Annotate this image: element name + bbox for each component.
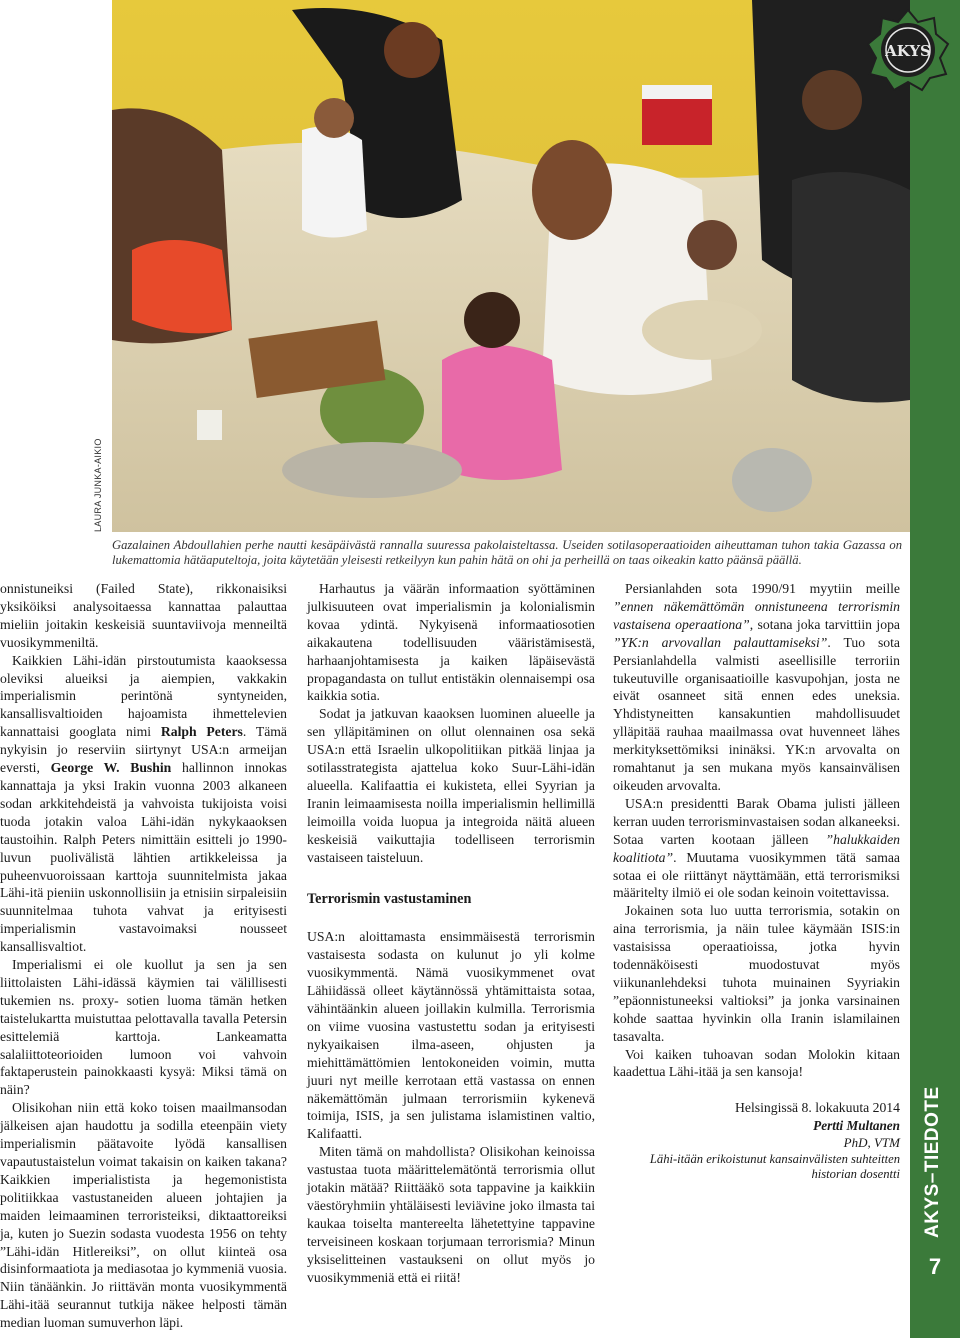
section-heading: Terrorismin vastustaminen [307, 890, 472, 907]
paragraph: Harhautus ja väärän informaation syöttäminen julkisuuteen ovat imperialismin ja kolonialismin kovaa ydintä. Nykyisenä informaatiosotien aikakautena todellisuuden vääristämisestä, harhaanjohtamisesta ja kaiken läpäisevästä propagandasta on tullut entistäkin olennaisempi osa kaikkia sotia. [307, 581, 595, 704]
paragraph: Sodat ja jatkuvan kaaoksen luominen alueelle ja sen ylläpitäminen on ollut olennainen osa sekä USA:n että Israelin ulkopolitiikan pitkää linjaa ja sotilasstrategista ajattelua koko Suur-Lähi-idän alueella. Kalifaattia ei kukisteta, ellei Syyrian ja Iranin leimaamisesta noilla imperialismin hellimillä leimoilla voida luopua ja integroida näitä alueen keskeisiä vaikuttajia todelliseen terrorismin vastaiseen taisteluun. [307, 706, 595, 865]
paragraph: Kaikkien Lähi-idän pirstoutumista kaaoksessa oleviksi alueiksi ja aiempien, vakkakin imperialismin perintönä syntyneiden, kansallisvaltioiden hajoamista ihmettelevien kannattaisi googlata nimi Ralph Peters. Tämä nykyisin jo reserviin siirtynyt USA:n armeijan eversti, George W. Bushin hallinnon innokas kannattaja ja yksi Irakin vuonna 2003 alkaneen sodan arkkitehdeistä ja vahvoista tukijoista voisi tuoda jotakin valoa Lähi-idän nykykaaoksen taustoihin. Ralph Peters nimittäin esitteli jo 1990-luvun puolivälistä lähtien artikkeleissa ja puheenvuoroissaan karttoja suunnitelmista jakaa Lähi-itä pieniin uskonnollisiin ja etnisiin sirpaleisiin suunnitelmaa tuhota vahvat ja erityisesti imperialismin vastavoimaksi nousseet kansallisvaltiot. [0, 652, 287, 955]
akys-logo [866, 8, 950, 92]
logo-emblem-icon [866, 8, 950, 92]
author-description: Lähi-itään erikoistunut kansainvälisten suhteitten historian dosentti [649, 1151, 900, 1182]
text-column-3 [613, 580, 900, 1183]
paragraph: Miten tämä on mahdollista? Olisikohan keinoissa vastustaa tuota määrittelemätöntä terrorismia ollut jotakin mätää? Riittääkö sota tappavine ja kaikkiin väestöryhmiin yhtäläisesti leviävine joko ilmasta tai kaukaa toiselta mantereelta lähetettyine tappavine terveisineen koskaan torjumaan terrorismia? Minun yksiselitteinen vastaukseni on ollut myös jo vuosikymmeniä että ei riitä! [307, 1144, 595, 1285]
paragraph: Olisikohan niin että koko toisen maailmansodan jälkeisen ajan haudottu ja sodilla eteenpäin viety imperialismin päätavoite lyödä kansallisen vapautustaistelun voimat takaisin on kaiken takana? Kaikkien imperialistista ja hegemonistista politiikkaa vastustaneiden alueen johtajien ja maiden leimaaminen terroristeiksi, diktaattoreiksi ja, kuten jo Suezin sodasta vuodesta 1956 on tehty ”Lähi-idän Hitlereiksi”, on ollut kiinteä osa disinformaatiota ja mediasotaa jo kymmeniä vuosia. Niin tänäänkin. Jo riittävän monta vuosikymmentä Lähi-itää seurannut tutkija näkee helposti tämän median luoman sumuverhon läpi. [0, 1100, 287, 1331]
paragraph: Voi kaiken tuhoavan sodan Molokin kitaan kaadettua Lähi-itää ja sen kansoja! [613, 1046, 900, 1080]
article-photo [112, 0, 910, 532]
svg-text:AKYS: AKYS [885, 42, 931, 60]
paragraph: onnistuneiksi (Failed State), rikkonaisiksi yksiköiksi analysoitaessa kannattaa palauttaa mieliin joitakin keskeisiä suuntaviivoja menneiltä vuosikymmeniltä. [0, 581, 287, 650]
banner-title: AKYS–TIEDOTE [922, 1086, 943, 1238]
paragraph: Jokainen sota luo uutta terrorismia, sotakin on aina terrorismia, ja näin tulee käymään ISIS:in vastaisissa operaatioissa, jotka hyvin todennäköisesti muodostuvat myös viikunanlehdeksi tuhota muinainen Syyriakin ”epäonnistuneeksi valtioksi” ja jonka varsinainen kohde saattaa hyvinkin olla Iranin islamilainen tasavalta. [613, 903, 900, 1044]
page-number: 7 [928, 1254, 942, 1279]
text-column-1 [0, 580, 287, 1332]
paragraph: Persianlahden sota 1990/91 myytiin meille ”ennen näkemättömän onnistuneena terrorismin vastaisena operaationa”, sotana joka tarvittiin jopa ”YK:n arvovallan palauttamiseksi”. Tuo sota Persianlahdella valmisti aseellisille terroriin tukeutuville organisaatioille kasvupohjan, josta ne eivät osanneet sitä ennen edes uneksia. Yhdistyneitten kansakuntien mahdollisuudet ylläpitää rauhaa maailmassa ovat huvenneet lähes merkityksettömiksi ininäksi. YK:n arvovalta on romahtanut ja sen mukana myös kansainvälisen oikeuden arvovalta. [613, 581, 901, 793]
signoff-date: Helsingissä 8. lokakuuta 2014 [735, 1100, 900, 1116]
signoff [613, 1099, 900, 1183]
paragraph: USA:n presidentti Barak Obama julisti jälleen kerran uuden terrorisminvastaisen sodan alkaneeksi. Sotaa varten kootaan jälleen ”halukkaiden koalitiota”. Muutama vuosikymmen tätä samaa sotaa ei ole riittänyt näyttämään, että terrorismiksi määritelty ilmiö ei ole sodan keinoin voitettavissa. [613, 795, 900, 901]
author-title: PhD, VTM [843, 1135, 900, 1151]
paragraph: USA:n aloittamasta ensimmäisestä terrorismin vastaisesta sodasta on kulunut jo yli kolme vuosikymmentä. Nämä vuosikymmenet ovat Lähiidässä olleet käytännössä yhtämittaista sotaa, vähintäänkin alueen joillakin kulmilla. Terrorismia on viime vuosina vastustettu sodan ja erityisesti nykyaikaisen ilma-aseen, ohjusten ja miehittämättömien lentokoneiden voimin, mutta juuri nyt meille kerrotaan että vastassa on ennen näkemättömän julmaan terrorismiin kykenevä toimija, ISIS, ja sen julistama islamistinen valtio, Kalifaatti. [307, 929, 595, 1142]
paragraph: Imperialismi ei ole kuollut ja sen ja sen liittolaisten Lähi-idässä käymien tai välillisesti tukemien ns. proxy- sotien luoma tämän hetken taistelukartta muistuttaa pelottavalla tavalla Petersin esittelemiä karttoja. Lankeamatta salaliittoteorioiden lumoon voi vahvoin faktaperustein painokkaasti kysyä: Miksi tämä on näin? [0, 957, 287, 1098]
photo-illustration [112, 0, 910, 532]
photo-caption: Gazalainen Abdoullahien perhe nautti kesäpäivästä rannalla suuressa pakolaisteltassa. Useiden sotilasoperaatioiden aiheuttaman tuhon takia Gazassa on lukemattomia hätäaputeltoja, joita käytetään yleisesti retkeilyyn kun pahin hätä on ohi ja perheillä on taas oikeakin katto päänsä päällä. [112, 538, 902, 568]
photo-credit: LAURA JUNKA-AIKIO [93, 438, 103, 532]
author-name: Pertti Multanen [813, 1117, 900, 1133]
text-column-2 [307, 580, 595, 1287]
